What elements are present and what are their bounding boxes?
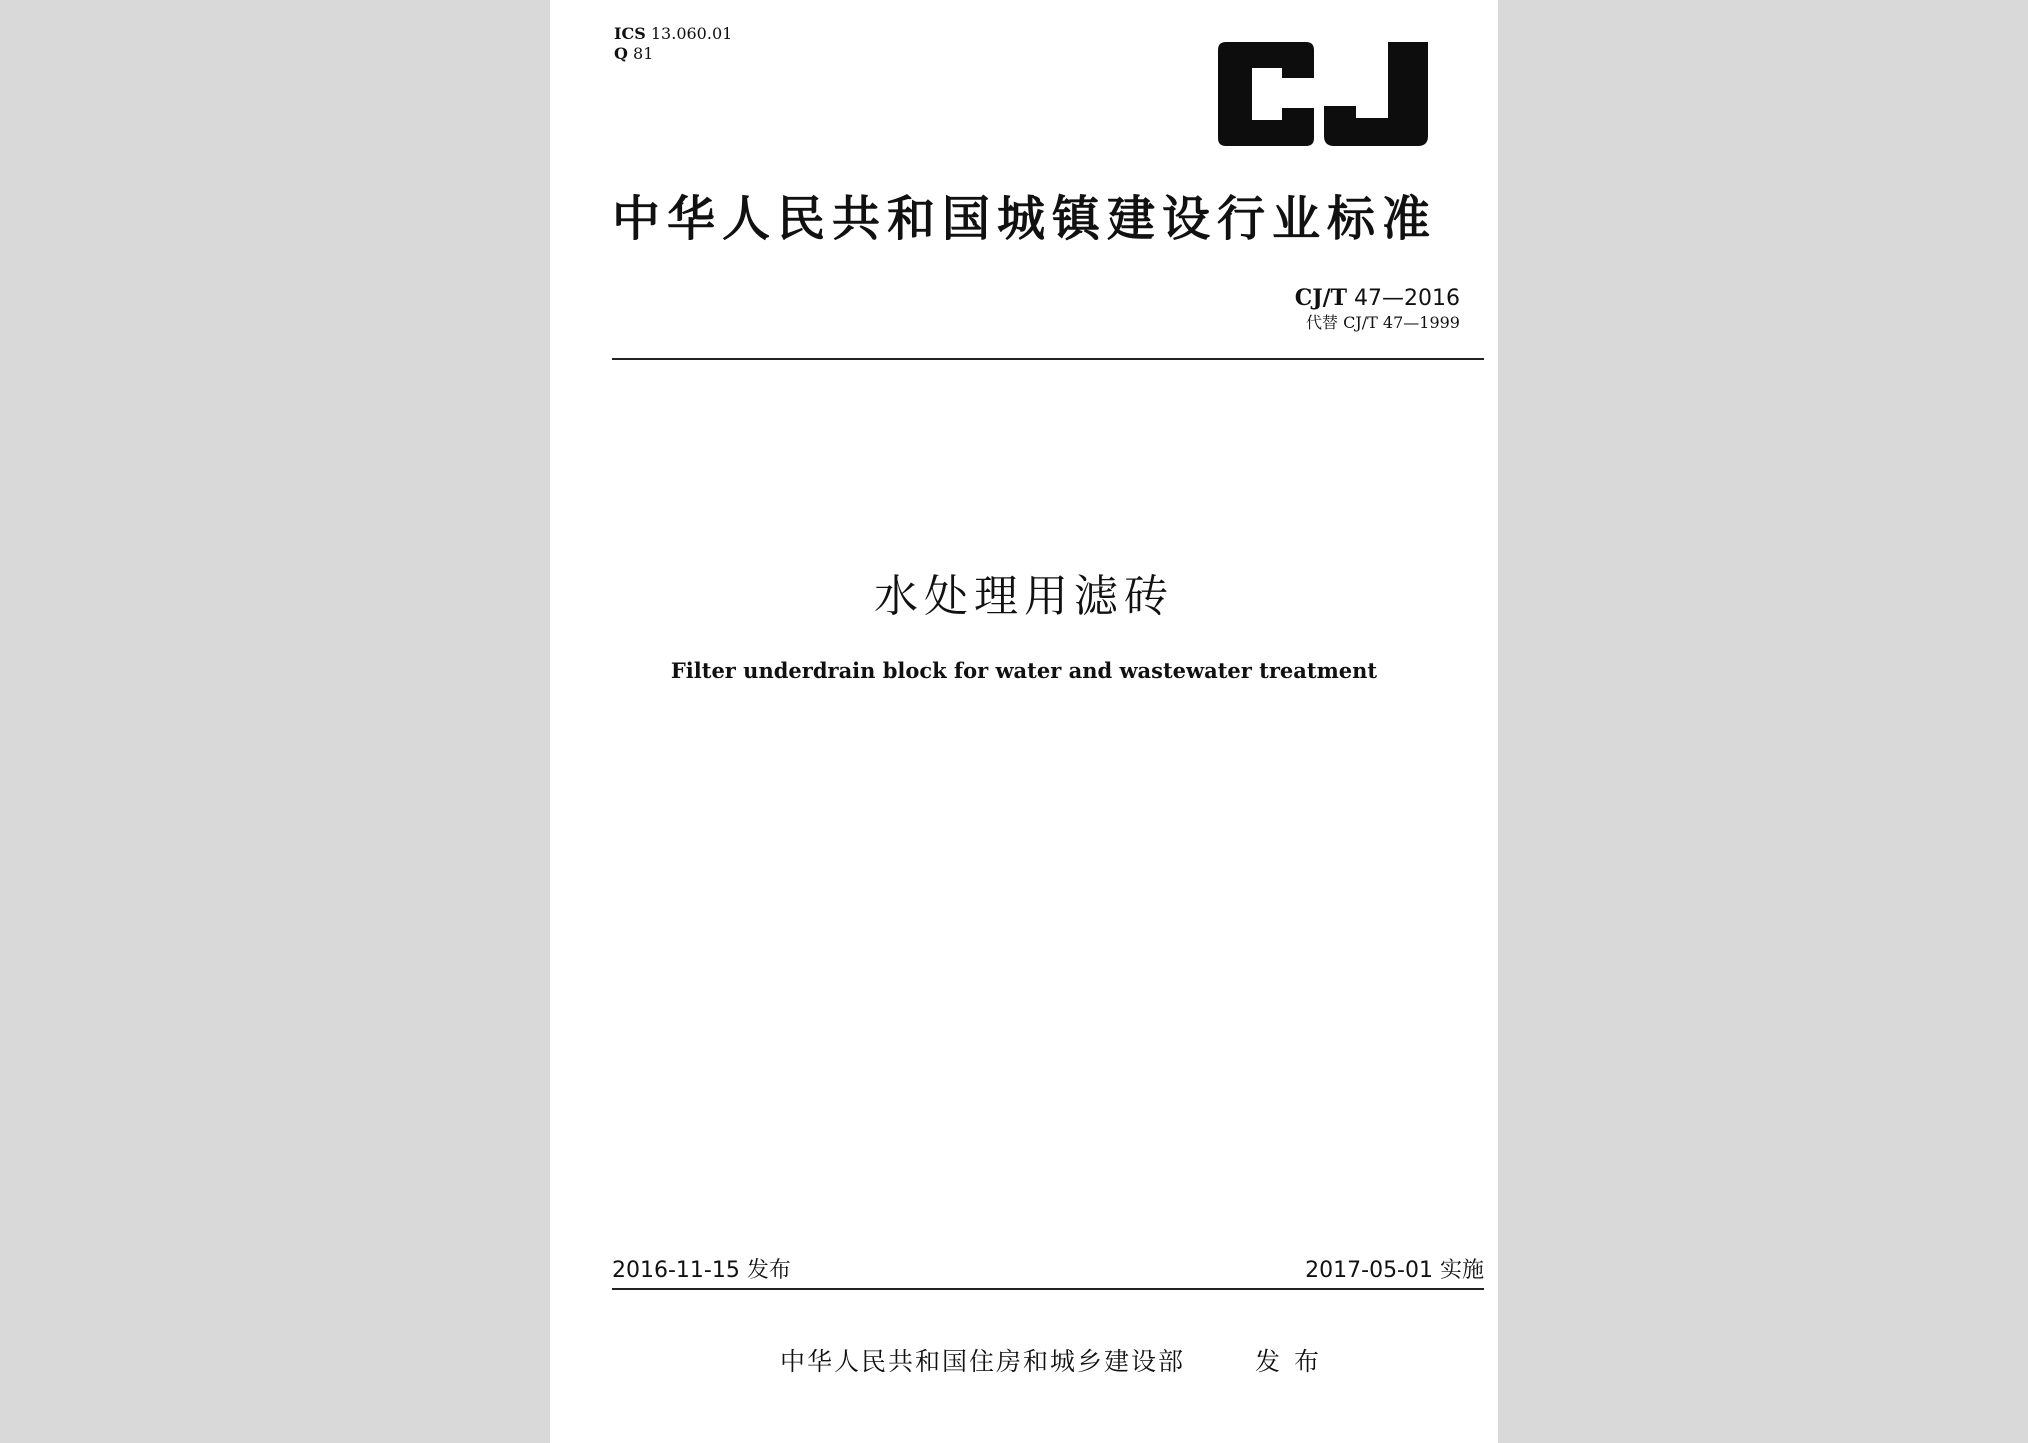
title-chinese: 水处理用滤砖 <box>874 571 1174 622</box>
issue-date: 2016-11-15 发布 <box>612 1258 791 1283</box>
standard-prefix: CJ/T <box>1294 285 1348 311</box>
header-rule <box>612 358 1484 360</box>
ics-value: 13.060.01 <box>650 24 733 43</box>
replaces-standard: 代替 CJ/T 47—1999 <box>1306 313 1460 332</box>
ics-label: ICS <box>614 24 646 43</box>
publisher-name: 中华人民共和国住房和城乡建设部 <box>780 1347 1186 1376</box>
footer-rule <box>612 1288 1484 1290</box>
title-english: Filter underdrain block for water and wastewater treatment <box>670 658 1378 683</box>
ccs-value: 81 <box>633 44 654 63</box>
standard-code <box>1295 284 1460 313</box>
standard-number-block <box>1295 284 1460 333</box>
org-title: 中华人民共和国城镇建设行业标准 <box>612 191 1438 247</box>
cj-logo <box>1218 42 1428 146</box>
document-page <box>550 0 1498 1443</box>
publish-label: 发布 <box>1255 1347 1334 1376</box>
effective-date: 2017-05-01 实施 <box>1305 1258 1484 1283</box>
ccs-label: Q <box>614 44 628 63</box>
logo-text: CJ <box>1323 102 1324 103</box>
standard-number: 47—2016 <box>1354 286 1460 311</box>
ics-code <box>614 24 732 44</box>
ccs-code <box>614 44 732 64</box>
classification-codes <box>614 24 732 64</box>
